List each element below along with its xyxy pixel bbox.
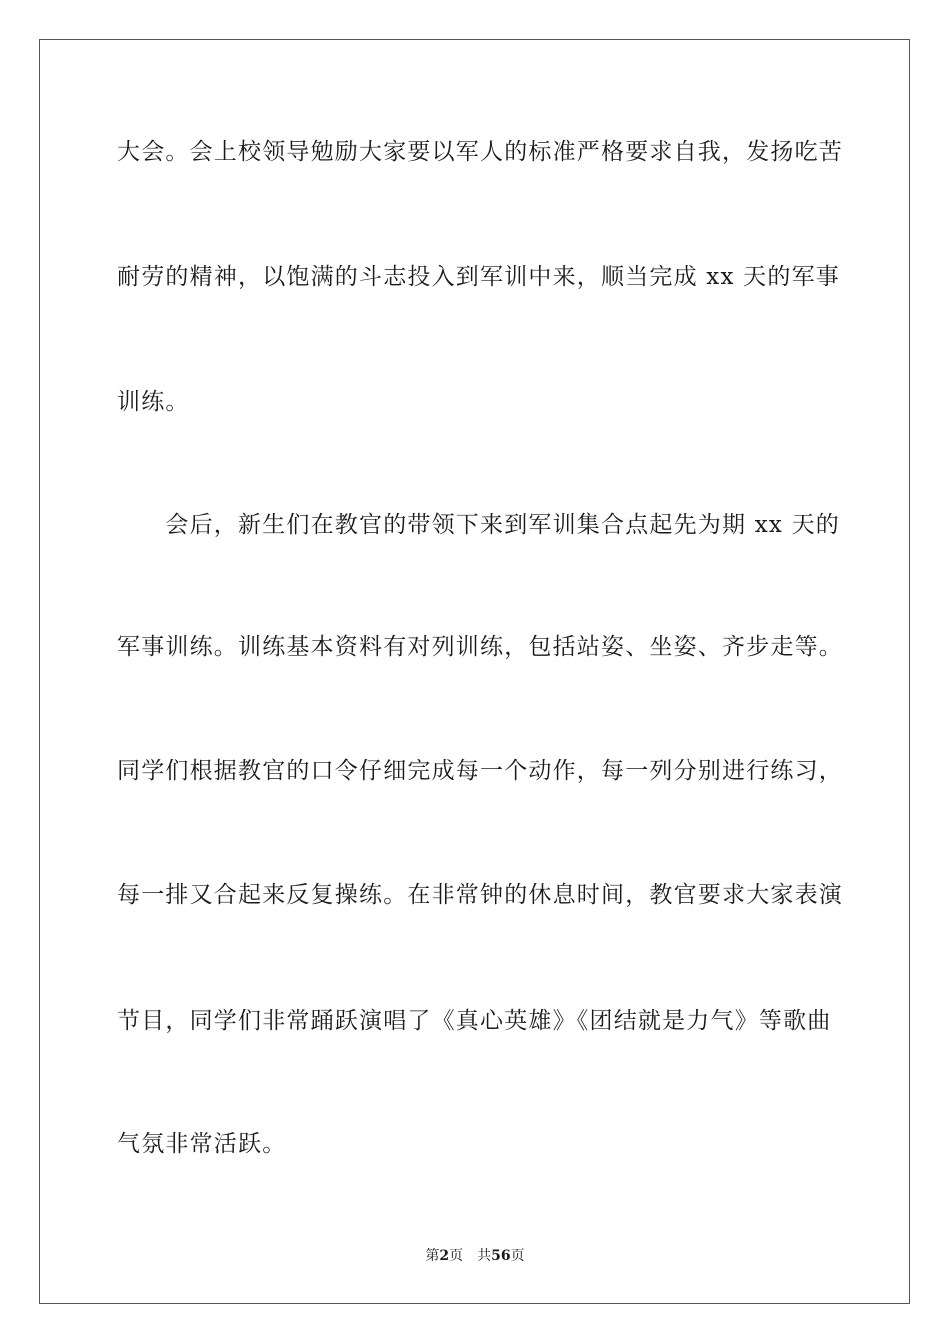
footer-page-suffix: 页: [449, 1248, 464, 1264]
footer-total-prefix: 共: [477, 1248, 492, 1264]
paragraph-line-8: 节目，同学们非常踊跃演唱了《真心英雄》《团结就是力气》等歌曲: [117, 1008, 832, 1034]
paragraph-line-3: 训练。: [117, 389, 190, 415]
page-footer: [0, 1247, 950, 1265]
paragraph-line-9: 气氛非常活跃。: [117, 1131, 287, 1157]
paragraph-line-4: 会后，新生们在教官的带领下来到军训集合点起先为期 xx 天的: [117, 512, 840, 538]
paragraph-line-7: 每一排又合起来反复操练。在非常钟的休息时间，教官要求大家表演: [117, 882, 843, 908]
paragraph-line-5: 军事训练。训练基本资料有对列训练，包括站姿、坐姿、齐步走等。: [117, 634, 843, 660]
footer-page-number: 2: [439, 1248, 450, 1264]
paragraph-line-1: 大会。会上校领导勉励大家要以军人的标准严格要求自我，发扬吃苦: [117, 139, 843, 165]
footer-total-pages: 56: [491, 1248, 511, 1264]
footer-total-suffix: 页: [510, 1248, 525, 1264]
paragraph-line-6: 同学们根据教官的口令仔细完成每一个动作，每一列分别进行练习，: [117, 758, 843, 784]
paragraph-line-2: 耐劳的精神，以饱满的斗志投入到军训中来，顺当完成 xx 天的军事: [117, 264, 840, 290]
page-border: [39, 39, 910, 1304]
footer-page-prefix: 第: [425, 1248, 440, 1264]
